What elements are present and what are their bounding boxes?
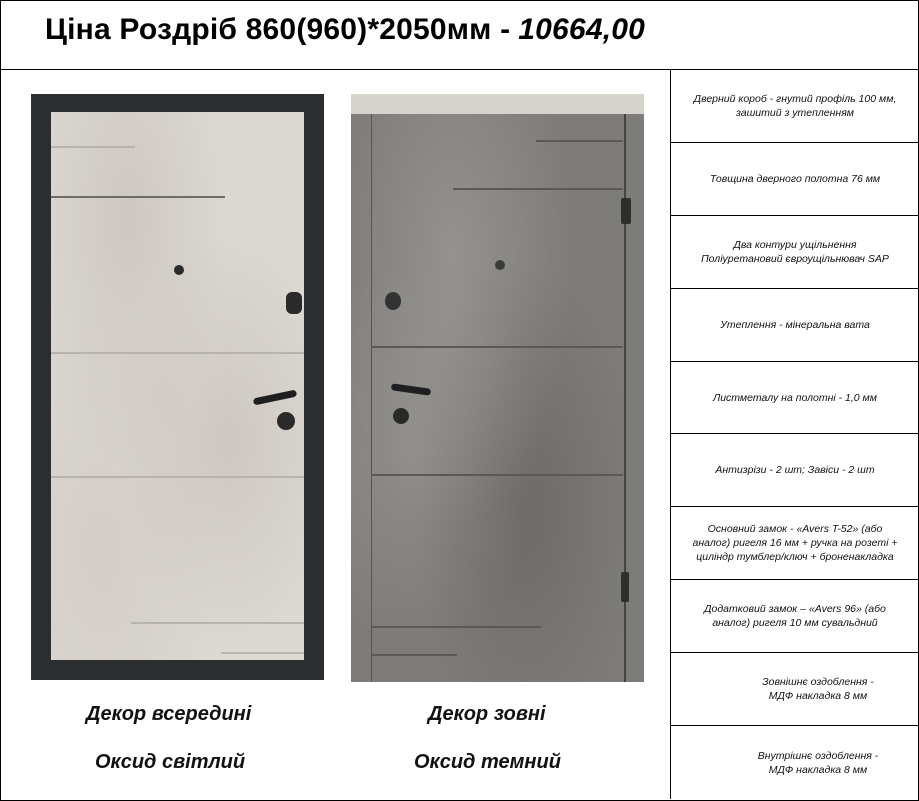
- decor-groove: [51, 196, 225, 198]
- spec-additional-lock: Додатковий замок – «Avers 96» (або аналог) ригеля 10 мм сувальдний: [671, 580, 919, 653]
- lock-cylinder-icon: [277, 412, 295, 430]
- spec-metal-sheet: Листметалу на полотні - 1,0 мм: [671, 362, 919, 434]
- decor-groove: [371, 654, 457, 656]
- caption-left-decor: Декор всередині: [86, 703, 252, 725]
- decor-groove: [371, 474, 623, 476]
- door-image-interior-light: [31, 94, 324, 680]
- price-value: 10664,00: [518, 13, 646, 46]
- door-leaf-light: [51, 112, 304, 660]
- spec-leaf-thickness: Товщина дверного полотна 76 мм: [671, 143, 919, 216]
- door-leaf-outline: [371, 114, 626, 682]
- lock-cylinder-icon: [385, 292, 401, 310]
- page-title: [45, 13, 645, 47]
- decor-groove: [51, 352, 304, 354]
- door-handle-icon: [253, 390, 297, 406]
- spec-door-frame: Дверний короб - гнутий профіль 100 мм, зашитий з утепленням: [671, 70, 919, 143]
- caption-right-decor: Декор зовні: [428, 703, 546, 725]
- lock-cylinder-icon: [286, 292, 302, 314]
- decor-groove: [131, 622, 304, 624]
- decor-groove: [536, 140, 623, 142]
- door-leaf-dark: [351, 114, 644, 682]
- hinge-icon: [621, 198, 631, 224]
- spec-interior-finish: Внутрішнє оздоблення - МДФ накладка 8 мм: [757, 749, 879, 776]
- title-text: Ціна Роздріб 860(960)*2050мм -: [45, 13, 511, 46]
- spec-seals: Два контури ущільнення Поліуретановий євроущільнювач SAP: [671, 216, 919, 289]
- caption-right-oxide: Оксид темний: [414, 751, 561, 773]
- decor-groove: [371, 626, 541, 628]
- peephole-icon: [495, 260, 505, 270]
- spec-insulation: Утеплення - мінеральна вата: [671, 289, 919, 362]
- spec-anti-cut-hinges: Антизрізи - 2 шт; Завіси - 2 шт: [671, 434, 919, 507]
- specs-column: [670, 70, 919, 799]
- decor-groove: [51, 476, 304, 478]
- lock-cylinder-icon: [393, 408, 409, 424]
- peephole-icon: [174, 265, 184, 275]
- spec-exterior-finish: Зовнішнє оздоблення - МДФ накладка 8 мм: [671, 653, 919, 726]
- caption-left-oxide: Оксид світлий: [95, 751, 246, 773]
- decor-groove: [371, 346, 623, 348]
- decor-groove: [453, 188, 623, 190]
- spec-main-lock: Основний замок - «Avers T-52» (або аналог) ригеля 16 мм + ручка на розеті + циліндр тумблер/ключ + броненакладка: [671, 507, 919, 580]
- decor-groove: [51, 146, 135, 148]
- price-header: [1, 1, 918, 70]
- decor-groove: [221, 652, 304, 654]
- hinge-icon: [621, 572, 629, 602]
